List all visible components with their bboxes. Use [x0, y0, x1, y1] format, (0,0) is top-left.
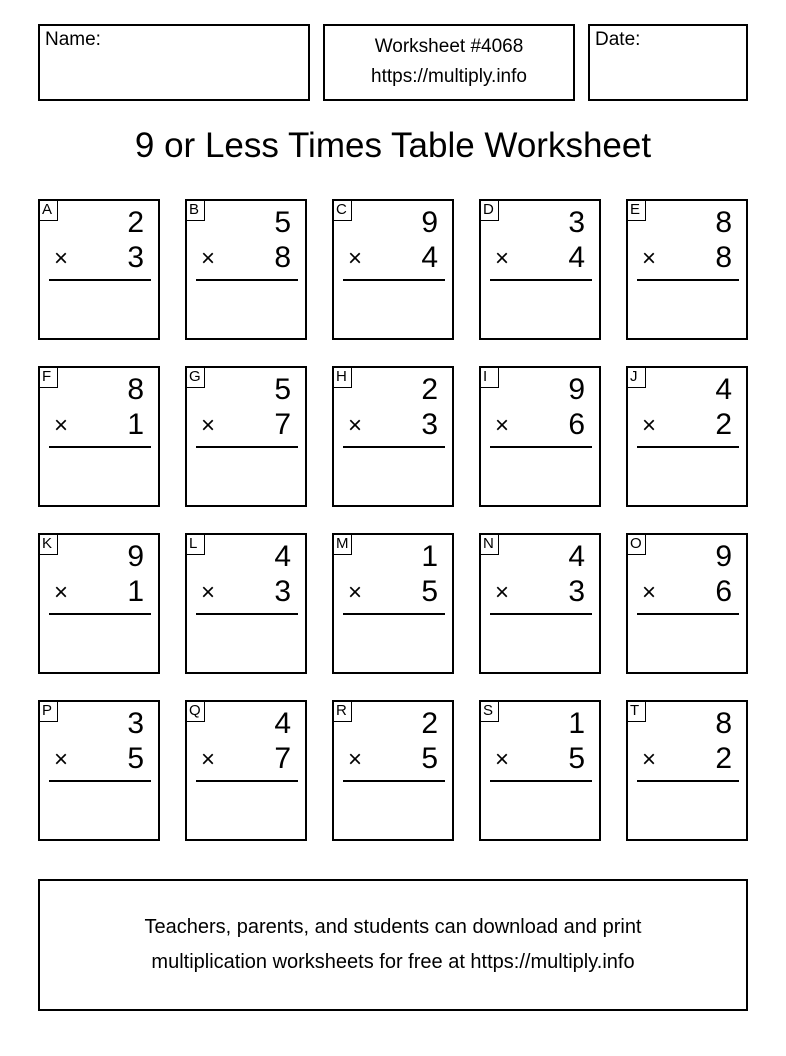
multiplicand: 1: [421, 540, 438, 573]
answer-line: [49, 613, 151, 615]
multiplier: 3: [127, 241, 144, 274]
problem-card[interactable]: [185, 533, 307, 674]
multiplier: 5: [421, 575, 438, 608]
times-sign: ×: [495, 412, 510, 439]
problem-card[interactable]: [626, 533, 748, 674]
multiplier: 3: [274, 575, 291, 608]
multiplicand: 4: [715, 373, 732, 406]
problem-letter: E: [626, 199, 646, 221]
multiplicand: 2: [421, 373, 438, 406]
problem-card[interactable]: [38, 366, 160, 507]
multiplier: 2: [715, 742, 732, 775]
multiplicand: 3: [127, 707, 144, 740]
times-sign: ×: [642, 245, 657, 272]
problem-card[interactable]: [38, 533, 160, 674]
answer-line: [490, 613, 592, 615]
problem-letter: C: [332, 199, 352, 221]
problem-card[interactable]: [185, 199, 307, 340]
multiplier: 3: [568, 575, 585, 608]
multiplier: 1: [127, 408, 144, 441]
multiplicand: 5: [274, 373, 291, 406]
answer-line: [343, 446, 445, 448]
multiplicand: 2: [421, 707, 438, 740]
multiplicand: 8: [715, 707, 732, 740]
page-title: 9 or Less Times Table Worksheet: [134, 126, 652, 165]
multiplicand: 1: [568, 707, 585, 740]
problem-letter: A: [38, 199, 58, 221]
problem-letter: G: [185, 366, 205, 388]
times-sign: ×: [201, 245, 216, 272]
times-sign: ×: [495, 746, 510, 773]
times-sign: ×: [201, 746, 216, 773]
times-sign: ×: [201, 579, 216, 606]
answer-line: [343, 780, 445, 782]
problem-card[interactable]: [185, 366, 307, 507]
times-sign: ×: [54, 412, 69, 439]
footer-line-2: multiplication worksheets for free at https://multiply.info: [151, 951, 635, 973]
answer-line: [490, 279, 592, 281]
worksheet-number: Worksheet #4068: [374, 36, 524, 57]
footer-line-1: Teachers, parents, and students can download and print: [144, 916, 642, 938]
times-sign: ×: [348, 746, 363, 773]
answer-line: [637, 446, 739, 448]
problem-letter: D: [479, 199, 499, 221]
problem-card[interactable]: [185, 700, 307, 841]
times-sign: ×: [348, 245, 363, 272]
times-sign: ×: [54, 579, 69, 606]
problem-card[interactable]: [626, 199, 748, 340]
answer-line: [637, 613, 739, 615]
multiplier: 8: [274, 241, 291, 274]
problem-card[interactable]: [479, 366, 601, 507]
problem-letter: K: [38, 533, 58, 555]
multiplier: 6: [715, 575, 732, 608]
multiplicand: 8: [715, 206, 732, 239]
problem-letter: F: [38, 366, 58, 388]
answer-line: [196, 279, 298, 281]
answer-line: [49, 279, 151, 281]
multiplicand: 3: [568, 206, 585, 239]
times-sign: ×: [201, 412, 216, 439]
problem-card[interactable]: [332, 366, 454, 507]
site-url: https://multiply.info: [371, 66, 527, 87]
multiplier: 2: [715, 408, 732, 441]
multiplicand: 4: [274, 707, 291, 740]
multiplier: 4: [421, 241, 438, 274]
date-field[interactable]: [588, 24, 748, 101]
multiplier: 4: [568, 241, 585, 274]
answer-line: [49, 446, 151, 448]
problem-letter: L: [185, 533, 205, 555]
multiplier: 5: [421, 742, 438, 775]
name-field[interactable]: [38, 24, 310, 101]
multiplicand: 2: [127, 206, 144, 239]
answer-line: [490, 446, 592, 448]
multiplier: 7: [274, 742, 291, 775]
answer-line: [343, 613, 445, 615]
multiplier: 5: [568, 742, 585, 775]
problem-card[interactable]: [479, 533, 601, 674]
problem-card[interactable]: [626, 700, 748, 841]
multiplier: 3: [421, 408, 438, 441]
answer-line: [637, 780, 739, 782]
multiplier: 5: [127, 742, 144, 775]
name-label: Name:: [45, 29, 101, 50]
times-sign: ×: [348, 579, 363, 606]
multiplicand: 9: [127, 540, 144, 573]
problem-letter: O: [626, 533, 646, 555]
multiplicand: 9: [568, 373, 585, 406]
times-sign: ×: [642, 579, 657, 606]
answer-line: [343, 279, 445, 281]
problem-letter: M: [332, 533, 352, 555]
times-sign: ×: [348, 412, 363, 439]
multiplicand: 4: [274, 540, 291, 573]
multiplicand: 4: [568, 540, 585, 573]
multiplier: 8: [715, 241, 732, 274]
times-sign: ×: [642, 412, 657, 439]
problem-card[interactable]: [38, 199, 160, 340]
problem-letter: N: [479, 533, 499, 555]
answer-line: [490, 780, 592, 782]
times-sign: ×: [642, 746, 657, 773]
answer-line: [196, 446, 298, 448]
problem-card[interactable]: [38, 700, 160, 841]
problem-card[interactable]: [332, 700, 454, 841]
problem-card[interactable]: [626, 366, 748, 507]
problem-letter: J: [626, 366, 646, 388]
problem-card[interactable]: [332, 533, 454, 674]
footer-note: [38, 879, 748, 1011]
problem-card[interactable]: [479, 199, 601, 340]
problem-letter: Q: [185, 700, 205, 722]
multiplicand: 9: [715, 540, 732, 573]
problem-letter: I: [479, 366, 499, 388]
multiplier: 7: [274, 408, 291, 441]
answer-line: [196, 613, 298, 615]
problem-letter: H: [332, 366, 352, 388]
answer-line: [637, 279, 739, 281]
problem-letter: S: [479, 700, 499, 722]
multiplier: 1: [127, 575, 144, 608]
problem-letter: B: [185, 199, 205, 221]
worksheet-info-box: [323, 24, 575, 101]
times-sign: ×: [495, 579, 510, 606]
problem-letter: T: [626, 700, 646, 722]
answer-line: [196, 780, 298, 782]
multiplicand: 8: [127, 373, 144, 406]
times-sign: ×: [54, 245, 69, 272]
answer-line: [49, 780, 151, 782]
multiplier: 6: [568, 408, 585, 441]
problem-letter: P: [38, 700, 58, 722]
date-label: Date:: [595, 29, 641, 50]
problem-card[interactable]: [479, 700, 601, 841]
times-sign: ×: [54, 746, 69, 773]
problem-letter: R: [332, 700, 352, 722]
multiplicand: 5: [274, 206, 291, 239]
times-sign: ×: [495, 245, 510, 272]
problem-card[interactable]: [332, 199, 454, 340]
multiplicand: 9: [421, 206, 438, 239]
